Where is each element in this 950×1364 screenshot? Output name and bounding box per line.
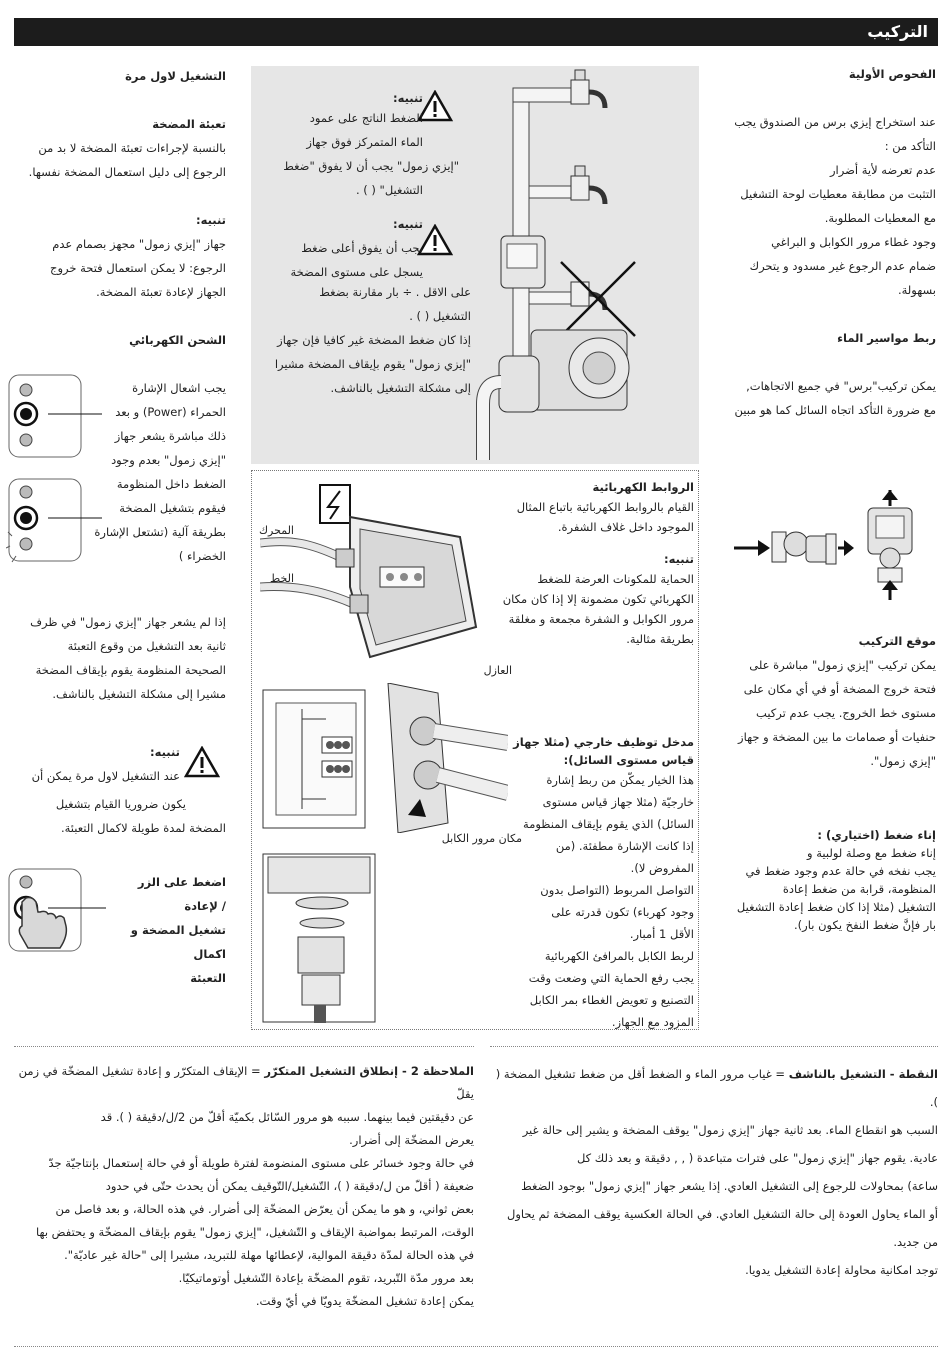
dry-running-line: من جديد.: [893, 1235, 938, 1249]
dry-running-line: [490, 1060, 938, 1116]
priming-title: تعبئة المضخة: [152, 117, 226, 131]
priming-timeout: [12, 610, 226, 706]
frequent-start-line: يعرض المضخّة إلى أضرار.: [349, 1133, 474, 1147]
led-indicator: [20, 434, 32, 446]
reset-instruction-line: / لإعادة: [184, 899, 226, 913]
power-on-line: الحمراء (Power) و بعد: [115, 405, 226, 419]
power-on-line: فيقوم بتشغيل المضخة: [119, 501, 226, 515]
electrical-warning-line: مرور الكوابل و الشفرة مجمعة و مغلقة: [508, 612, 694, 626]
initial-checks-line: وجود غطاء مرور الكوابل و البراغي: [771, 235, 936, 249]
pressure-vessel-line: يجب نفخه في حالة عدم وجود ضغط في: [745, 864, 936, 878]
line-label: الخط: [270, 572, 294, 585]
initial-checks-line: التأكد من :: [884, 139, 936, 153]
warning-2-line: يسجل على مستوى المضخة: [290, 265, 423, 279]
install-location-line: يمكن تركيب "إيزي زمول" مباشرة على: [749, 658, 936, 672]
right-column: [721, 62, 936, 422]
pressure-vessel-section: [721, 826, 936, 934]
warning-2-line: يجب أن يفوق أعلى ضغط: [301, 241, 423, 255]
reset-instruction-line: التعبئة: [190, 971, 226, 985]
first-run-warning-cont: [12, 792, 226, 840]
frequent-start-line: في هذه الحالة لمدّة دقيقة الموالية، لإعطائها مهلة للتبريد، مشيرا إلى "حالة غير عاديّة".: [64, 1248, 474, 1262]
led-panel-power: [8, 374, 104, 458]
electrical-warning-line: الكهربائي تكون مضمونة إلا إذا كان مكان: [502, 592, 694, 606]
initial-checks-line: عدم تعرضه لأية أضرار: [830, 163, 936, 177]
insulator-label: العازل: [483, 664, 512, 677]
warning-2-title: تنبيه:: [393, 217, 423, 231]
first-run-title: التشغيل لاول مرة: [125, 69, 226, 83]
dry-running-text: = غياب مرور الماء و الضغط أقل من ضغط تشغيل المضخة ( ).: [495, 1067, 938, 1109]
led-indicator: [20, 876, 32, 888]
warning-1-title: تنبيه:: [393, 91, 423, 105]
power-on-line: ذلك مباشرة يشعر جهاز: [114, 429, 226, 443]
first-run-warning-line: يكون ضروريا القيام بتشغيل: [55, 797, 186, 811]
pressure-vessel-line: المنظومة، قرابة من ضغط إعادة: [782, 882, 936, 896]
pressure-vessel-line: بار فإنَّ ضغط النفخ يكون بار).: [794, 918, 936, 932]
first-run-warning-title: تنبيه:: [150, 745, 180, 759]
external-input-line: المفروض لا).: [630, 861, 694, 875]
external-input-line: التواصل المربوط (التواصل بدون: [540, 883, 694, 897]
frequent-start-line: ضعيفة ( أقلّ من ل/دقيقة ( )، التّشغيل/التّوقيف يمكن أن يحدث حتّى في حدود: [105, 1179, 474, 1193]
warning-icon: [184, 746, 220, 778]
frequent-start-text: = الإيقاف المتكرّر و إعادة تشغيل المضخّة في زمن يقلّ: [18, 1064, 474, 1101]
initial-checks-line: مع المعطيات المطلوبة.: [824, 211, 936, 225]
first-run-warning-line: المضخة لمدة طويلة لاكمال التعبئة.: [60, 821, 226, 835]
priming-timeout-line: الصحيحة المنظومة يقوم بإيقاف المضخة: [35, 663, 226, 677]
initial-checks-line: بسهولة.: [897, 283, 936, 297]
external-input-line: السائل) الذي يقوم بإيقاف المنظومة: [523, 817, 694, 831]
reset-button-illustration: [8, 868, 108, 954]
dry-running-line: أو الماء يحاول العودة إلى حالة التشغيل العادي. في الحالة العكسية يوقف المضخة ثم يحاول: [506, 1207, 938, 1221]
initial-checks-line: ضمام عدم الرجوع غير مسدود و يتحرك: [749, 259, 936, 273]
frequent-start-line: [14, 1060, 474, 1106]
flow-direction-diagram: [730, 486, 940, 608]
priming-line: الرجوع إلى دليل استعمال المضخة نفسها.: [28, 165, 226, 179]
check-valve-warning-line: الجهاز لإعادة تعبئة المضخة.: [96, 285, 226, 299]
pressure-vessel-title: إناء ضغط (اختياري) :: [817, 828, 936, 842]
led-indicator-active: [20, 408, 32, 420]
frequent-start-line: بعد مرور مدّة التّبريد، تقوم المضخّة بإعادة التّشغيل أوتوماتيكيّا.: [178, 1271, 474, 1285]
power-on-line: بطريقة آلية (تشتعل الإشارة: [94, 525, 226, 539]
warning-2-line: على الاقل . ÷ بار مقارنة بضغط: [319, 285, 471, 299]
frequent-start-line: بعض ثواني، و هو ما يمكن أن يعرّض المضخّة إلى أضرار. في هذه الحالة، و بعد فاصل من: [55, 1202, 474, 1216]
warning-2-text: [255, 280, 471, 400]
power-on-line: الضغط داخل المنظومة: [116, 477, 226, 491]
electrical-connections-line: الموجود داخل غلاف الشفرة.: [557, 520, 694, 534]
warning-1-line: "إيزي زمول" يجب أن لا يفوق "ضغط: [283, 159, 459, 173]
left-column: [12, 64, 226, 352]
warning-panel: [251, 66, 699, 464]
forbidden-tap-icon: [561, 262, 635, 336]
warning-2-line: التشغيل ( ) .: [409, 309, 471, 323]
external-input-line: التصنيع و تعويض الغطاء بمر الكابل: [529, 993, 694, 1007]
electrical-warning-line: بطريقة مثالية.: [626, 632, 694, 646]
reset-instruction-line: اضغط على الزر: [137, 875, 226, 889]
install-location-line: مستوى خط الخروج. يجب عدم تركيب: [756, 706, 936, 720]
external-input-line: إذا كانت الإشارة مطفئة. (من: [555, 839, 694, 853]
dry-running-note: [490, 1060, 938, 1284]
install-location-title: موقع التركيب: [858, 634, 936, 648]
led-indicator: [20, 486, 32, 498]
priming-line: بالنسبة لإجراءات تعبئة المضخة لا بد من: [38, 141, 226, 155]
warning-1-line: الضغط الناتج على عمود: [309, 111, 423, 125]
warning-1-line: الماء المتمركز فوق جهاز: [306, 135, 423, 149]
install-location-line: فتحة خروج المضخة أو في أي مكان على: [743, 682, 936, 696]
dry-running-title: النقطة - التشغيل بالناشف: [788, 1067, 938, 1081]
warning-3-line: "إيزي زمول" يقوم بإيقاف المضخة مشيرا: [274, 357, 471, 371]
frequent-start-line: عن دقيقتين فيما بينهما. سببه هو مرور السّائل بكميّة أقلّ من 2/ل/دقيقة ( ). قد: [100, 1110, 474, 1124]
external-input-line: وجود كهرباء) تكون قدرته على: [551, 905, 694, 919]
power-on-title: الشحن الكهربائي: [129, 333, 226, 347]
external-input-line: المزود مع الجهاز.: [611, 1015, 694, 1029]
cable-gland-illustration: [368, 683, 508, 833]
warning-1-text: [243, 106, 459, 202]
tap-icon: [571, 166, 605, 204]
dry-running-line: ساعة) بمحاولات للرجوع إلى التشغيل العادي. إذا يشعر جهاز "إيزي زمول" بوجود الضغط: [521, 1179, 938, 1193]
first-run-warning-line: عند التشغيل لاول مرة يمكن أن: [31, 769, 180, 783]
water-pipes-title: ربط مواسير الماء: [837, 331, 936, 345]
wiring-diagram: [262, 689, 366, 829]
check-valve-warning-title: تنبيه:: [196, 213, 226, 227]
electrical-connections: [488, 477, 694, 649]
initial-checks-line: التثبت من مطابقة معطيات لوحة التشغيل: [740, 187, 936, 201]
pressure-vessel-line: إناء ضغط مع وصلة لولبية و: [807, 846, 936, 860]
check-valve-warning-line: الرجوع: لا يمكن استعمال فتحة خروج: [50, 261, 226, 275]
priming-timeout-line: ثانية بعد التشغيل من وقوع التعبئة: [67, 639, 226, 653]
power-on-line: الخضراء ): [178, 549, 226, 563]
power-on-text: [94, 376, 226, 568]
power-on-line: يجب اشعال الإشارة: [132, 381, 226, 395]
frequent-start-line: يمكن إعادة تشغيل المضخّة يدويّا في أيّ وقت.: [255, 1294, 474, 1308]
warning-2: [253, 212, 423, 284]
right-column-lower: [721, 629, 936, 773]
dry-running-line: عادية. يقوم جهاز "إيزي زمول" على فترات متباعدة ( , , دقيقة و بعد ذلك كل: [576, 1151, 938, 1165]
footer-divider: [14, 1346, 938, 1347]
electrical-warning-title: تنبيه:: [664, 552, 694, 566]
page-header: [14, 18, 938, 46]
external-input: [510, 733, 694, 1033]
reset-instruction: [96, 870, 226, 990]
water-pipes-line: مع ضرورة التأكد اتجاه السائل كما هو مبين: [734, 403, 936, 417]
initial-checks-title: الفحوص الأولية: [848, 67, 936, 81]
water-pipes-line: يمكن تركيب"برس" في جميع الاتجاهات,: [746, 379, 936, 393]
warning-3-line: إلى مشكلة التشغيل بالناشف.: [330, 381, 471, 395]
power-on-line: "إيزي زمول" بعدم وجود: [111, 453, 226, 467]
priming-timeout-line: مشيرا إلى مشكلة التشغيل بالناشف.: [52, 687, 226, 701]
check-valve-warning-line: جهاز "إيزي زمول" مجهز بصمام عدم: [52, 237, 226, 251]
electrical-connections-line: القيام بالروابط الكهربائية باتباع المثال: [516, 500, 694, 514]
high-voltage-icon: [320, 485, 350, 523]
warning-3-line: إذا كان ضغط المضخة غير كافيا فإن جهاز: [277, 333, 471, 347]
install-location-line: حنفيات أو صمامات ما بين المضخة و جهاز: [738, 730, 936, 744]
vertical-unit-icon: [868, 490, 912, 600]
dry-running-line: السبب هو انقطاع الماء. بعد ثانية جهاز "إيزي زمول" يوقف المضخة و يشير إلى حالة غير: [522, 1123, 938, 1137]
tap-icon: [571, 70, 605, 108]
electrical-connections-title: الروابط الكهربائية: [592, 480, 694, 494]
external-input-line: الأقل 1 أمبار.: [629, 927, 694, 941]
priming-timeout-line: إذا لم يشعر جهاز "إيزي زمول" في ظرف: [30, 615, 226, 629]
junction-box-illustration: [260, 477, 500, 661]
external-input-title: مدخل توظيف خارجي (مثلا جهاز قياس مستوى السائل):: [513, 735, 694, 767]
led-indicator-active: [20, 512, 32, 524]
bottom-divider-right: [490, 1046, 938, 1047]
led-panel-running: [6, 478, 104, 564]
cable-entry-label: مكان مرور الكابل: [441, 832, 522, 845]
electrical-warning-line: الحماية للمكونات العرضة للضغط: [537, 572, 694, 586]
warning-1-line: التشغيل" ( ) .: [355, 183, 423, 197]
external-input-line: هذا الخيار يمكّن من ربط إشارة: [546, 773, 694, 787]
install-location-line: "إيزي زمول".: [870, 754, 936, 768]
external-input-line: خارجيّة (مثلا جهاز قياس مستوى: [542, 795, 694, 809]
pressure-vessel-line: التشغيل (مثلا إذا كان ضغط إعادة التشغيل: [736, 900, 936, 914]
external-input-line: لربط الكابل بالمرافئ الكهربائية: [544, 949, 694, 963]
horizontal-unit-icon: [734, 532, 854, 564]
bottom-divider-left: [14, 1046, 474, 1047]
frequent-start-line: في حالة وجود خسائر على مستوى المنضومة لفترة طويلة أو في حالة إستعمال بإنتاجيّة جدّ: [48, 1156, 474, 1170]
led-indicator: [20, 384, 32, 396]
page-title: التركيب: [867, 22, 928, 41]
frequent-start-title: الملاحظة 2 - إنطلاق التشغيل المتكرّر: [264, 1064, 474, 1078]
motor-label: المحرك: [258, 524, 294, 537]
initial-checks-line: عند استخراج إيزي برس من الصندوق يجب: [734, 115, 936, 129]
frequent-start-line: الوقت، المرتبط بمواضبة الإيقاف و التّشغيل، "إيزي زمول" يقوم بإيقاف المضخّة و يحتفض بها: [36, 1225, 474, 1239]
led-indicator-blinking: [20, 538, 32, 550]
first-run-warning: [12, 740, 180, 788]
gland-assembly-illustration: [262, 853, 376, 1023]
reset-instruction-line: تشغيل المضخة و اكمال: [130, 923, 226, 961]
electrical-panel: [251, 470, 699, 1030]
external-input-line: يجب رفع الحماية التي وضعت وقت: [528, 971, 694, 985]
dry-running-line: توجد امكانية محاولة إعادة التشغيل يدويا.: [745, 1263, 938, 1277]
pump-installation-illustration: [471, 66, 697, 464]
frequent-start-note: [14, 1060, 474, 1313]
